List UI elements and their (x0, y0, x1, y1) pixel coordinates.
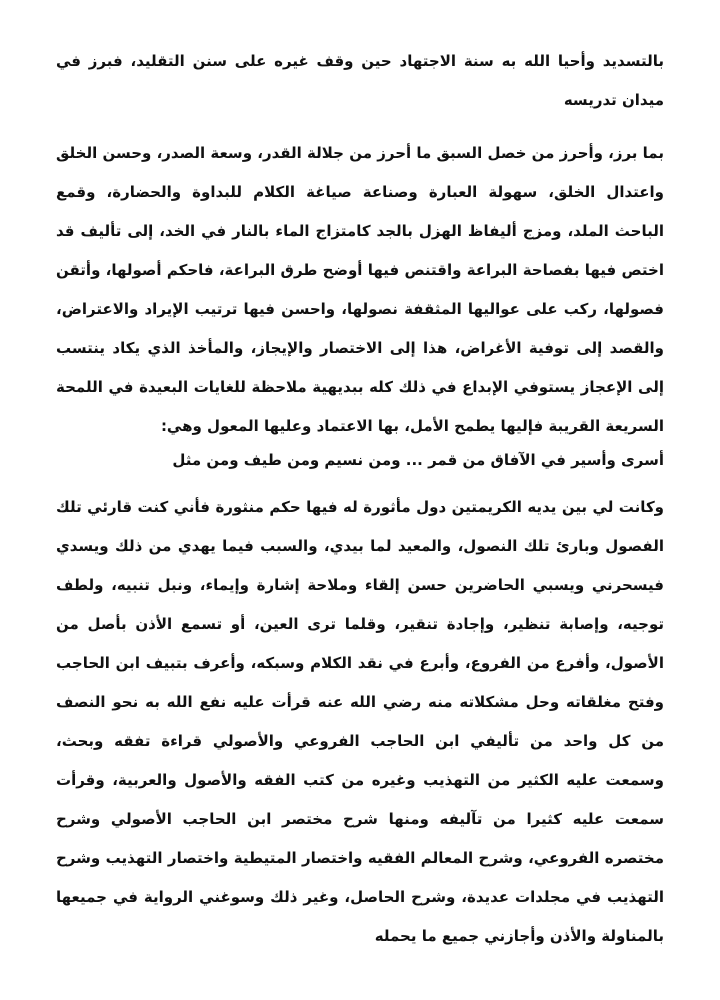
paragraph-1: بالتسديد وأحيا الله به سنة الاجتهاد حين وقف غيره على سنن التقليد، فبرز في ميدان تدريسه (56, 52, 664, 109)
document-page (56, 42, 664, 956)
paragraph-3: وكانت لي بين يديه الكريمتين دول مأثورة له فيها حكم منثورة فأني كنت قارئي تلك الفصول وبارئ تلك النصول، والمعيد لما بيدي، والسبب فيما يهدي من ذلك ويسدي فيسحرني ويسبي الحاضرين حسن إلقاء وملاحة إشارة وإيماء، ونبل تنبيه، ولطف توجيه، وإصابة تنظير، وإجادة تنقير، وقلما ترى العين، أو تسمع الأذن بأصل من الأصول، وأفرع من الفروع، وأبرع في نقد الكلام وسبكه، وأعرف بتبيف ابن الحاجب وفتح مغلقاته وحل مشكلاته منه رضي الله عنه قرأت عليه نفع الله به نحو النصف من كل واحد من تأليفي ابن الحاجب الفروعي والأصولي قراءة تفقه وبحث، وسمعت عليه الكثير من التهذيب وغيره من كتب الفقه والأصول والعربية، وقرأت سمعت عليه كثيرا من تآليفه ومنها شرح مختصر ابن الحاجب الأصولي وشرح مختصره الفروعي، وشرح المعالم الفقيه واختصار المتيطية واختصار التهذيب وشرح التهذيب في مجلدات عديدة، وشرح الحاصل، وغير ذلك وسوغني الرواية في جميعها بالمناولة والأذن وأجازني جميع ما يحمله (56, 498, 664, 945)
paragraph-2: بما برز، وأحرز من خصل السبق ما أحرز من جلالة القدر، وسعة الصدر، وحسن الخلق واعتدال الخلق، سهولة العبارة وصناعة صياغة الكلام للبداوة والحضارة، وقمع الباحث الملد، ومزج أليفاظ الهزل بالجد كامتزاج الماء بالنار في الخد، إلى تأليف قد اختص فيها بفصاحة البراعة واقتنص فيها أوضح طرق البراعة، فاحكم أصولها، وأتقن فصولها، ركب على عواليها المثقفة نصولها، واحسن فيها ترتيب الإيراد والاعتراض، والقصد إلى توفية الأغراض، هذا إلى الاختصار والإيجاز، والمأخذ الذي يكاد ينتسب إلى الإعجاز يستوفي الإبداع في ذلك كله ببديهية ملاحظة للغايات البعيدة في اللمحة السريعة القريبة فإليها يطمح الأمل، بها الاعتماد وعليها المعول وهي: (56, 144, 664, 435)
verse-line: أسرى وأسير في الآفاق من قمر ... ومن نسيم ومن طيف ومن مثل (172, 451, 664, 469)
